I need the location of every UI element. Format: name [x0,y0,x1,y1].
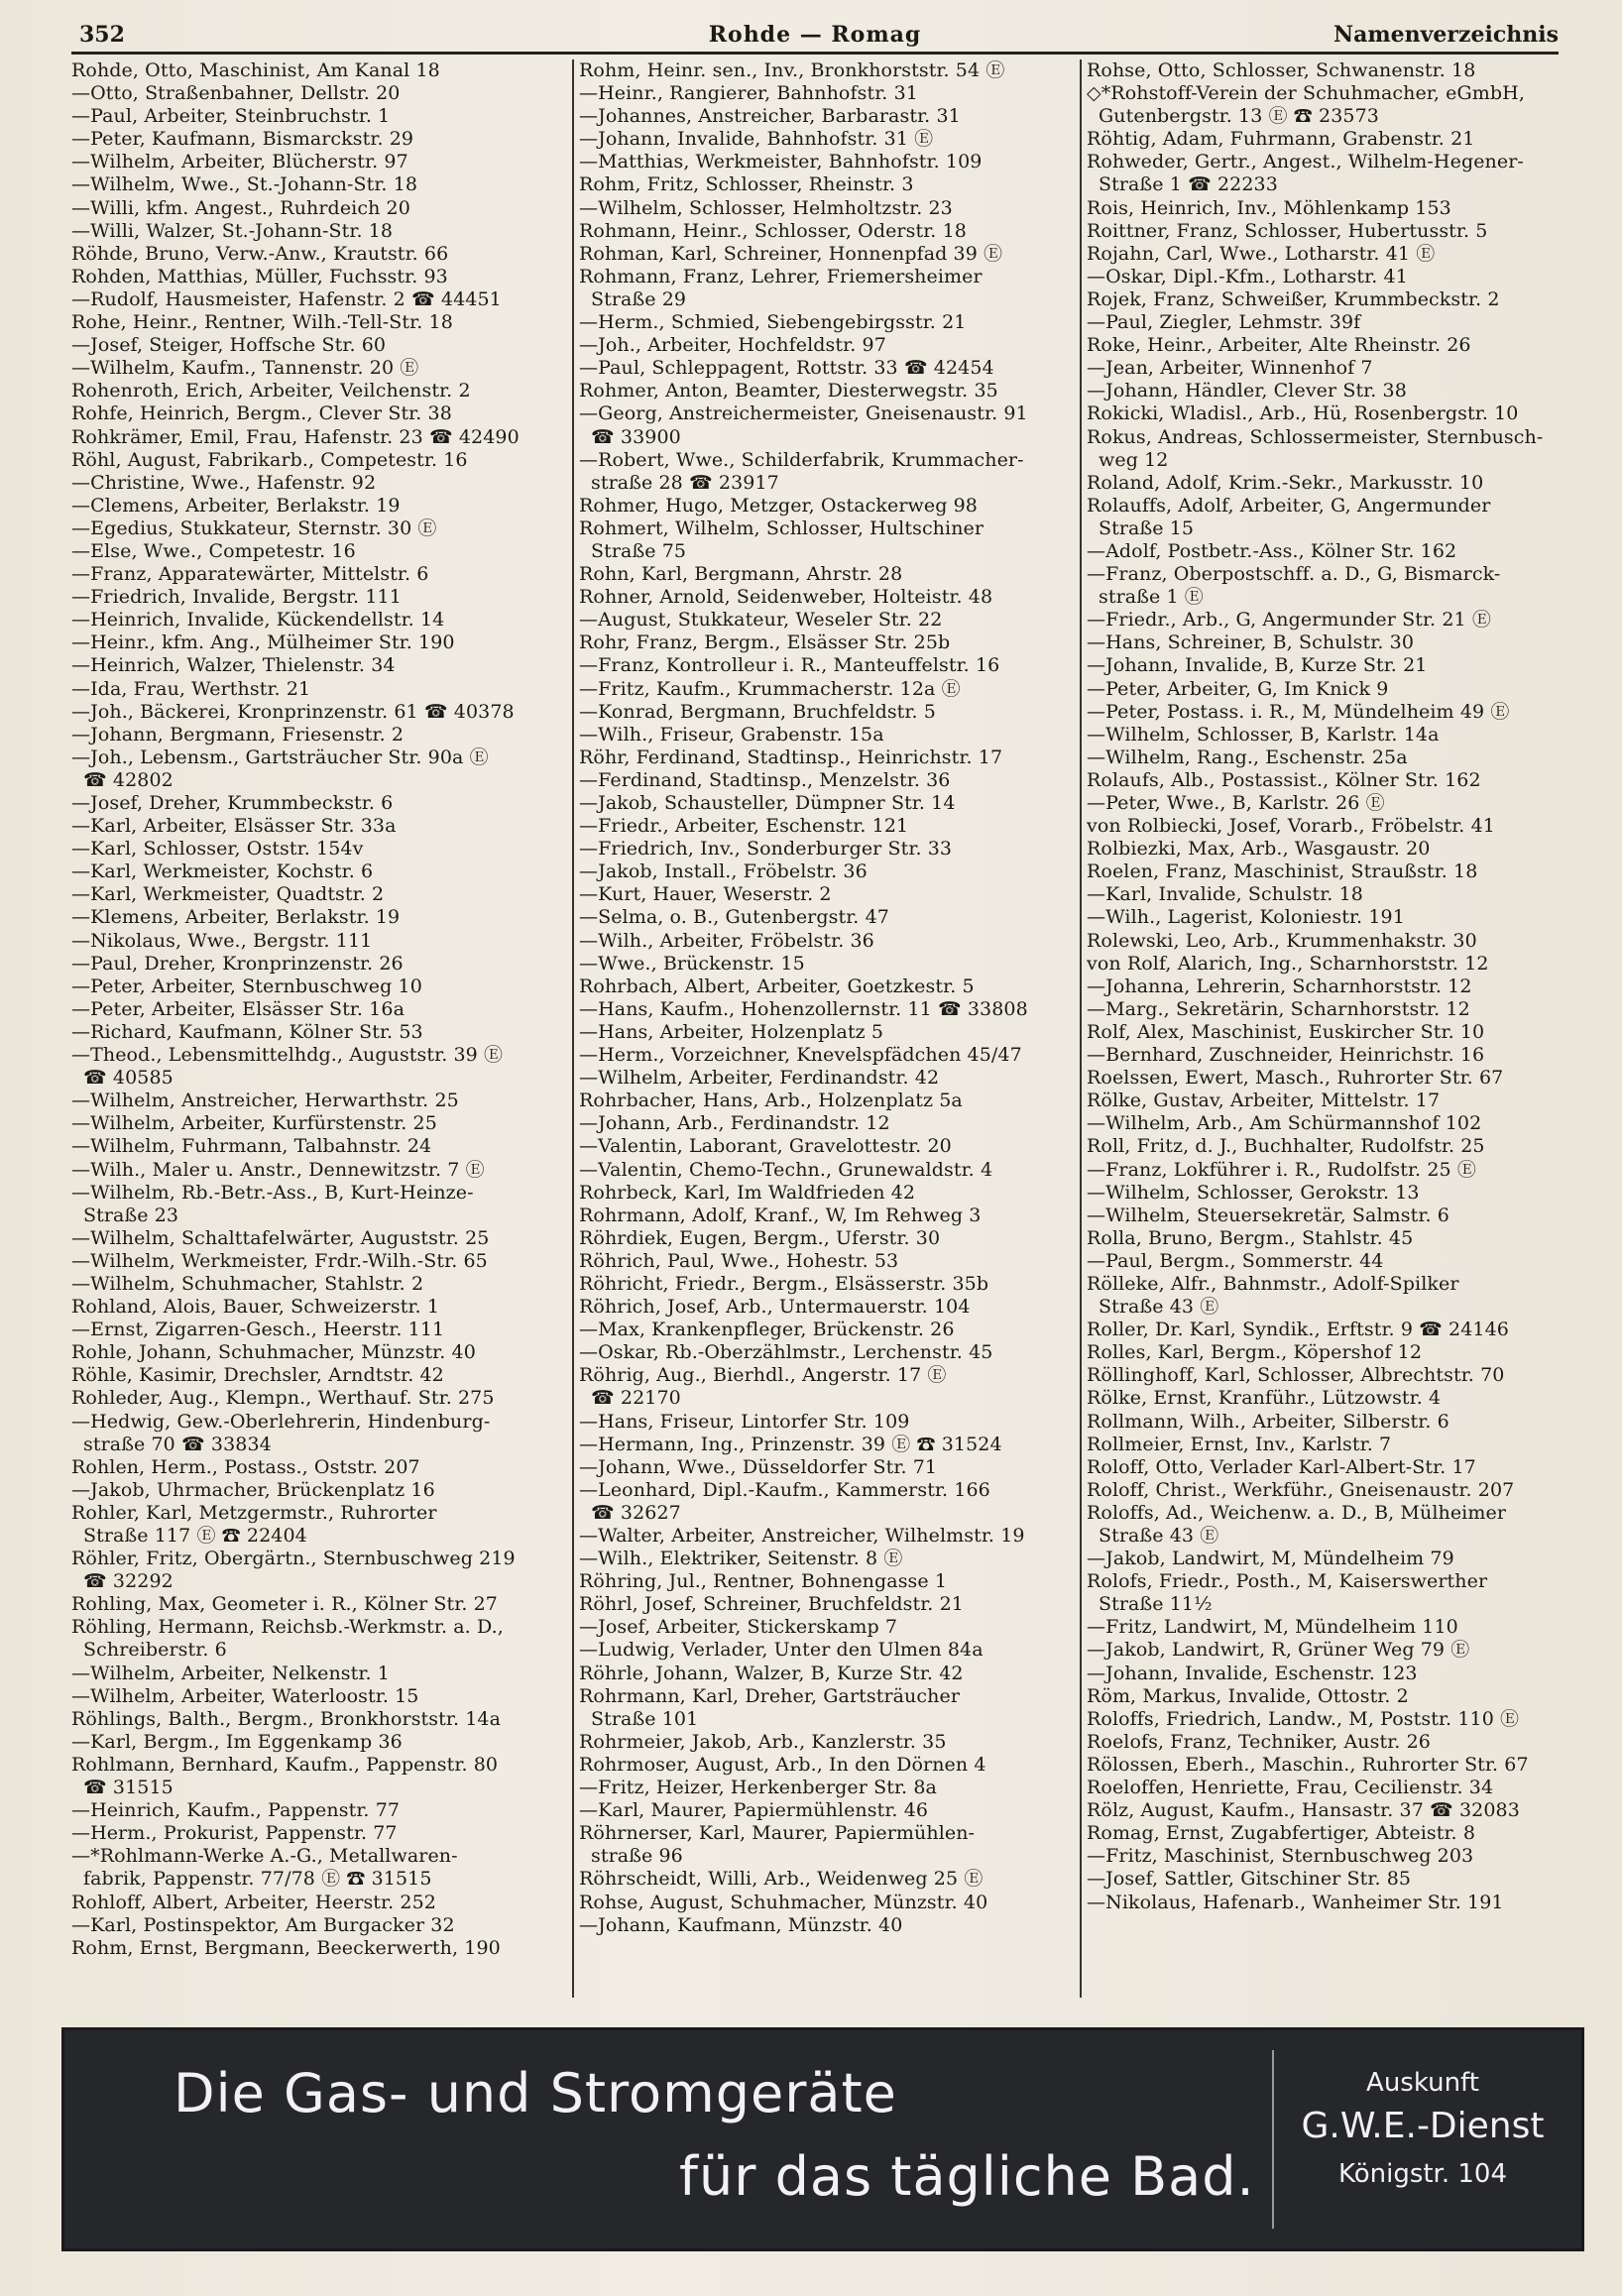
directory-entry: Rolewski, Leo, Arb., Krummenhakstr. 30 [1087,929,1477,952]
directory-entry: Rohe, Heinr., Rentner, Wilh.-Tell-Str. 18 [71,311,453,334]
directory-entry: Roelen, Franz, Maschinist, Straußstr. 18 [1087,861,1478,883]
directory-entry-continuation: Straße 75 [591,539,687,562]
column-2 [579,59,1075,1998]
directory-entry: —Hans, Schreiner, B, Schulstr. 30 [1087,631,1415,654]
directory-entry: Rohweder, Gertr., Angest., Wilhelm-Hegener- [1087,151,1524,173]
directory-entry: Rohman, Karl, Schreiner, Honnenpfad 39 Ⓔ [579,242,1003,265]
directory-entry: Rohrbeck, Karl, Im Waldfrieden 42 [579,1181,916,1204]
directory-entry: Roittner, Franz, Schlosser, Hubertusstr. 5 [1087,219,1488,242]
directory-entry: —Franz, Oberpostschff. a. D., G, Bismarck- [1087,563,1501,586]
directory-entry: —Wilhelm, Arbeiter, Ferdinandstr. 42 [579,1067,940,1090]
directory-entry: —Wilhelm, Kaufm., Tannenstr. 20 Ⓔ [71,357,419,380]
directory-entry-continuation: Straße 117 Ⓔ ☎ 22404 [83,1525,307,1547]
directory-entry: —Josef, Steiger, Hoffsche Str. 60 [71,334,387,357]
directory-entry: —Jakob, Uhrmacher, Brückenplatz 16 [71,1478,435,1501]
directory-entry: Roloffs, Ad., Weichenw. a. D., B, Mülheimer [1087,1501,1506,1524]
directory-entry: —Wilhelm, Wwe., St.-Johann-Str. 18 [71,173,418,196]
directory-entry-continuation: ☎ 32627 [591,1501,681,1524]
directory-entry-continuation: straße 96 [591,1845,683,1868]
directory-entry: Roelssen, Ewert, Masch., Ruhrorter Str. 67 [1087,1067,1504,1090]
directory-entry-continuation: Straße 43 Ⓔ [1099,1525,1219,1547]
directory-entry: —Wilhelm, Schlosser, Helmholtzstr. 23 [579,196,953,219]
directory-entry: Röhrig, Aug., Bierhdl., Angerstr. 17 Ⓔ [579,1364,947,1387]
directory-entry: —Heinrich, Kaufm., Pappenstr. 77 [71,1799,401,1822]
directory-entry: —Johannes, Anstreicher, Barbarastr. 31 [579,105,961,128]
directory-entry: Rohlmann, Bernhard, Kaufm., Pappenstr. 80 [71,1753,499,1776]
directory-entry: Röhling, Hermann, Reichsb.-Werkmstr. a. D., [71,1616,504,1639]
ad-divider [1272,2050,1274,2229]
directory-entry-continuation: ☎ 42802 [83,768,174,791]
directory-entry: Rölke, Gustav, Arbeiter, Mittelstr. 17 [1087,1090,1441,1112]
directory-entry: Rohrmoser, August, Arb., In den Dörnen 4 [579,1753,986,1776]
directory-entry: —Oskar, Rb.-Oberzählmstr., Lerchenstr. 45 [579,1341,993,1364]
directory-entry: Röhle, Kasimir, Drechsler, Arndtstr. 42 [71,1364,444,1387]
directory-entry-continuation: Straße 43 Ⓔ [1099,1296,1219,1319]
directory-entry: —Herm., Prokurist, Pappenstr. 77 [71,1822,398,1845]
directory-entry: Rohm, Ernst, Bergmann, Beeckerwerth, 190 [71,1936,501,1959]
directory-entry: —Peter, Postass. i. R., M, Mündelheim 49 Ⓔ [1087,700,1510,723]
directory-entry-continuation: Straße 101 [591,1707,699,1730]
directory-entry: Rohleder, Aug., Klempn., Werthauf. Str. 275 [71,1387,495,1410]
directory-entry: —Walter, Arbeiter, Anstreicher, Wilhelmstr. 19 [579,1525,1025,1547]
directory-entry: —Heinrich, Invalide, Kückendellstr. 14 [71,609,445,631]
directory-entry: von Rolbiecki, Josef, Vorarb., Fröbelstr. 41 [1087,815,1495,838]
directory-entry: Rohner, Arnold, Seidenweber, Holteistr. 48 [579,586,993,609]
directory-entry-continuation: weg 12 [1099,448,1169,471]
directory-entry: Rohrbacher, Hans, Arb., Holzenplatz 5a [579,1090,963,1112]
directory-entry-continuation: Straße 1 ☎ 22233 [1099,173,1278,196]
directory-entry: Rohler, Karl, Metzgermstr., Ruhrorter [71,1501,437,1524]
directory-entry: Rojek, Franz, Schweißer, Krummbeckstr. 2 [1087,287,1500,310]
directory-columns [71,59,1559,1998]
directory-entry: —Heinrich, Walzer, Thielenstr. 34 [71,654,396,677]
directory-entry: —Franz, Apparatewärter, Mittelstr. 6 [71,563,429,586]
directory-entry: Röhlings, Balth., Bergm., Bronkhorststr. 14a [71,1707,502,1730]
directory-entry: Rohse, August, Schuhmacher, Münzstr. 40 [579,1891,988,1913]
directory-entry: Röllinghoff, Karl, Schlosser, Albrechtstr. 70 [1087,1364,1505,1387]
directory-entry: Rölleke, Alfr., Bahnmstr., Adolf-Spilker [1087,1272,1459,1295]
directory-entry: Rohr, Franz, Bergm., Elsässer Str. 25b [579,631,951,654]
column-divider [572,59,574,1998]
directory-entry: —Wilh., Friseur, Grabenstr. 15a [579,723,884,746]
directory-entry: Rolofs, Friedr., Posth., M, Kaiserswerther [1087,1570,1488,1593]
directory-entry-continuation: straße 70 ☎ 33834 [83,1433,272,1455]
directory-entry: —Ferdinand, Stadtinsp., Menzelstr. 36 [579,768,951,791]
directory-entry: —Karl, Schlosser, Oststr. 154v [71,838,364,861]
directory-entry: —Johann, Invalide, Bahnhofstr. 31 Ⓔ [579,128,934,151]
directory-entry: —Rudolf, Hausmeister, Hafenstr. 2 ☎ 44451 [71,287,502,310]
directory-entry: Rohling, Max, Geometer i. R., Kölner Str. 27 [71,1593,498,1616]
directory-entry: —Wilhelm, Arb., Am Schürmannshof 102 [1087,1112,1482,1135]
directory-entry: Rohfe, Heinrich, Bergm., Clever Str. 38 [71,402,452,425]
directory-entry: Rölz, August, Kaufm., Hansastr. 37 ☎ 32083 [1087,1799,1520,1822]
directory-entry-continuation: ☎ 22170 [591,1387,681,1410]
directory-entry: Roelofs, Franz, Techniker, Austr. 26 [1087,1730,1431,1753]
directory-entry: Röhrle, Johann, Walzer, B, Kurze Str. 42 [579,1662,964,1684]
directory-entry: —Wilhelm, Schlosser, B, Karlstr. 14a [1087,723,1440,746]
directory-entry: —Jakob, Install., Fröbelstr. 36 [579,861,868,883]
directory-entry: Rölossen, Eberh., Maschin., Ruhrorter Str. 67 [1087,1753,1529,1776]
directory-entry: —Adolf, Postbetr.-Ass., Kölner Str. 162 [1087,539,1457,562]
directory-entry: —Georg, Anstreichermeister, Gneisenaustr. 91 [579,402,1028,425]
directory-entry: —Jean, Arbeiter, Winnenhof 7 [1087,357,1373,380]
directory-entry: —Paul, Ziegler, Lehmstr. 39f [1087,311,1361,334]
directory-entry: —Wilhelm, Rb.-Betr.-Ass., B, Kurt-Heinze- [71,1181,474,1204]
section-title: Namenverzeichnis [1333,22,1559,48]
directory-entry: Röhrnerser, Karl, Maurer, Papiermühlen- [579,1822,976,1845]
directory-entry: —Jakob, Schausteller, Dümpner Str. 14 [579,792,956,814]
directory-entry: —Paul, Schleppagent, Rottstr. 33 ☎ 42454 [579,357,994,380]
directory-entry: —Herm., Schmied, Siebengebirgsstr. 21 [579,311,967,334]
directory-entry: Rohde, Otto, Maschinist, Am Kanal 18 [71,59,440,81]
directory-entry: —Marg., Sekretärin, Scharnhorststr. 12 [1087,997,1470,1020]
directory-entry: —Hans, Kaufm., Hohenzollernstr. 11 ☎ 33808 [579,997,1028,1020]
directory-entry: Röhricht, Friedr., Bergm., Elsässerstr. 35b [579,1272,989,1295]
directory-entry-continuation: ☎ 40585 [83,1067,174,1090]
directory-entry: Rolla, Bruno, Bergm., Stahlstr. 45 [1087,1226,1414,1249]
directory-entry: —Friedr., Arbeiter, Eschenstr. 121 [579,815,909,838]
directory-entry: —Wilhelm, Arbeiter, Nelkenstr. 1 [71,1662,390,1684]
directory-entry: —Hermann, Ing., Prinzenstr. 39 Ⓔ ☎ 31524 [579,1433,1002,1455]
directory-entry: Roloffs, Friedrich, Landw., M, Poststr. 110 Ⓔ [1087,1707,1520,1730]
directory-entry: Röhler, Fritz, Obergärtn., Sternbuschweg 219 [71,1548,516,1570]
directory-entry: —Peter, Arbeiter, Elsässer Str. 16a [71,997,405,1020]
directory-entry: —Johann, Arb., Ferdinandstr. 12 [579,1112,890,1135]
directory-entry: —Christine, Wwe., Hafenstr. 92 [71,471,377,494]
directory-entry-continuation: Straße 15 [1099,517,1195,539]
directory-entry: Röhrich, Josef, Arb., Untermauerstr. 104 [579,1296,971,1319]
directory-entry: Rohenroth, Erich, Arbeiter, Veilchenstr. 2 [71,380,471,402]
directory-entry: Rohmert, Wilhelm, Schlosser, Hultschiner [579,517,985,539]
directory-entry: Röhl, August, Fabrikarb., Competestr. 16 [71,448,468,471]
directory-entry: —Willi, Walzer, St.-Johann-Str. 18 [71,219,394,242]
directory-entry-continuation: straße 1 Ⓔ [1099,586,1204,609]
directory-entry: —Franz, Lokführer i. R., Rudolfstr. 25 Ⓔ [1087,1158,1476,1181]
directory-entry: —Fritz, Heizer, Herkenberger Str. 8a [579,1777,937,1799]
directory-entry: —Paul, Bergm., Sommerstr. 44 [1087,1249,1384,1272]
directory-entry-continuation: ☎ 31515 [83,1777,174,1799]
page-header [71,22,1559,55]
directory-entry: —Josef, Sattler, Gitschiner Str. 85 [1087,1868,1412,1891]
directory-entry: Roller, Dr. Karl, Syndik., Erftstr. 9 ☎ 24146 [1087,1319,1509,1341]
directory-entry: —Ida, Frau, Werthstr. 21 [71,677,311,700]
directory-entry: —Joh., Arbeiter, Hochfeldstr. 97 [579,334,886,357]
directory-entry: —Peter, Arbeiter, Sternbuschweg 10 [71,975,422,997]
directory-entry: —Wilh., Arbeiter, Fröbelstr. 36 [579,929,874,952]
directory-entry: Röhring, Jul., Rentner, Bohnengasse 1 [579,1570,948,1593]
directory-entry: —Wilhelm, Schlosser, Gerokstr. 13 [1087,1181,1420,1204]
directory-entry: —Peter, Kaufmann, Bismarckstr. 29 [71,128,414,151]
directory-entry: Rolbiezki, Max, Arb., Wasgaustr. 20 [1087,838,1431,861]
directory-entry: Roeloffen, Henriette, Frau, Cecilienstr. 34 [1087,1777,1494,1799]
directory-entry: —Fritz, Kaufm., Krummacherstr. 12a Ⓔ [579,677,961,700]
directory-entry: —Selma, o. B., Gutenbergstr. 47 [579,906,889,929]
directory-entry: —Max, Krankenpfleger, Brückenstr. 26 [579,1319,955,1341]
directory-entry: —Fritz, Maschinist, Sternbuschweg 203 [1087,1845,1474,1868]
directory-entry: Röhrdiek, Eugen, Bergm., Uferstr. 30 [579,1226,941,1249]
directory-entry-continuation: Gutenbergstr. 13 Ⓔ ☎ 23573 [1099,105,1379,128]
directory-entry: Rohm, Fritz, Schlosser, Rheinstr. 3 [579,173,914,196]
directory-entry: —Kurt, Hauer, Weserstr. 2 [579,883,832,906]
directory-entry: —Ernst, Zigarren-Gesch., Heerstr. 111 [71,1319,445,1341]
directory-entry: Rokus, Andreas, Schlossermeister, Sternbusch- [1087,425,1544,448]
directory-entry: —Ludwig, Verlader, Unter den Ulmen 84a [579,1639,984,1662]
directory-entry: —Konrad, Bergmann, Bruchfeldstr. 5 [579,700,936,723]
directory-entry: —Johann, Kaufmann, Münzstr. 40 [579,1913,903,1936]
directory-entry: —Johann, Wwe., Düsseldorfer Str. 71 [579,1455,938,1478]
directory-entry: —Wilhelm, Schuhmacher, Stahlstr. 2 [71,1272,424,1295]
directory-entry: —Paul, Dreher, Kronprinzenstr. 26 [71,952,404,975]
directory-entry: —Wilhelm, Rang., Eschenstr. 25a [1087,746,1408,768]
directory-entry: —Wilhelm, Schalttafelwärter, Auguststr. 25 [71,1226,490,1249]
directory-entry: ◇*Rohstoff-Verein der Schuhmacher, eGmbH, [1087,82,1525,105]
directory-entry-continuation: straße 28 ☎ 23917 [591,471,779,494]
directory-entry: Rohlen, Herm., Postass., Oststr. 207 [71,1455,420,1478]
directory-entry: Rohrmann, Adolf, Kranf., W, Im Rehweg 3 [579,1204,982,1226]
column-3 [1087,59,1572,1998]
directory-entry: —Klemens, Arbeiter, Berlakstr. 19 [71,906,401,929]
directory-entry: Rohland, Alois, Bauer, Schweizerstr. 1 [71,1296,440,1319]
directory-entry: —Friedr., Arb., G, Angermunder Str. 21 Ⓔ [1087,609,1491,631]
directory-entry: Roke, Heinr., Arbeiter, Alte Rheinstr. 26 [1087,334,1471,357]
directory-entry: Rohn, Karl, Bergmann, Ahrstr. 28 [579,563,903,586]
directory-entry: —Friedrich, Invalide, Bergstr. 111 [71,586,402,609]
directory-entry: Röhrscheidt, Willi, Arb., Weidenweg 25 Ⓔ [579,1868,984,1891]
directory-entry: Röhr, Ferdinand, Stadtinsp., Heinrichstr. 17 [579,746,1003,768]
directory-entry: —Joh., Bäckerei, Kronprinzenstr. 61 ☎ 40378 [71,700,515,723]
directory-entry-continuation: Schreiberstr. 6 [83,1639,227,1662]
directory-entry: —Herm., Vorzeichner, Knevelspfädchen 45/47 [579,1044,1022,1067]
directory-entry: Rohrmann, Karl, Dreher, Gartsträucher [579,1684,960,1707]
directory-entry: —Fritz, Landwirt, M, Mündelheim 110 [1087,1616,1458,1639]
directory-entry: —Josef, Dreher, Krummbeckstr. 6 [71,792,394,814]
directory-entry: —Leonhard, Dipl.-Kaufm., Kammerstr. 166 [579,1478,990,1501]
directory-entry: —Wwe., Brückenstr. 15 [579,952,805,975]
directory-entry: —Valentin, Laborant, Gravelottestr. 20 [579,1135,952,1158]
directory-entry: —Johann, Bergmann, Friesenstr. 2 [71,723,405,746]
directory-entry: Rohrbach, Albert, Arbeiter, Goetzkestr. 5 [579,975,975,997]
directory-entry: —Peter, Wwe., B, Karlstr. 26 Ⓔ [1087,792,1385,814]
directory-entry: —Nikolaus, Wwe., Bergstr. 111 [71,929,373,952]
directory-entry-continuation: Straße 23 [83,1204,179,1226]
directory-entry: Rolauffs, Adolf, Arbeiter, G, Angermunder [1087,494,1491,517]
directory-entry: —Hans, Friseur, Lintorfer Str. 109 [579,1410,910,1433]
ad-headline-line1: Die Gas- und Stromgeräte [174,2062,897,2124]
directory-entry: Röhrich, Paul, Wwe., Hohestr. 53 [579,1249,899,1272]
directory-entry: —Wilhelm, Arbeiter, Waterloostr. 15 [71,1684,419,1707]
directory-entry: Röhrl, Josef, Schreiner, Bruchfeldstr. 21 [579,1593,964,1616]
directory-entry: Röhde, Bruno, Verw.-Anw., Krautstr. 66 [71,242,449,265]
directory-entry: Rohmer, Anton, Beamter, Diesterwegstr. 35 [579,380,998,402]
directory-entry: —Wilhelm, Werkmeister, Frdr.-Wilh.-Str. 65 [71,1249,488,1272]
directory-entry: Rohkrämer, Emil, Frau, Hafenstr. 23 ☎ 42490 [71,425,520,448]
directory-entry: Rolaufs, Alb., Postassist., Kölner Str. 162 [1087,768,1481,791]
directory-entry: Rolf, Alex, Maschinist, Euskircher Str. 10 [1087,1020,1485,1043]
directory-entry: —Egedius, Stukkateur, Sternstr. 30 Ⓔ [71,517,437,539]
directory-entry: —Wilh., Maler u. Anstr., Dennewitzstr. 7 Ⓔ [71,1158,485,1181]
directory-entry: —Nikolaus, Hafenarb., Wanheimer Str. 191 [1087,1891,1504,1913]
directory-entry: —Heinr., Rangierer, Bahnhofstr. 31 [579,82,918,105]
directory-entry: —Johann, Händler, Clever Str. 38 [1087,380,1407,402]
ad-info-name: G.W.E.-Dienst [1301,2106,1545,2146]
directory-entry: Rolles, Karl, Bergm., Köpershof 12 [1087,1341,1423,1364]
directory-entry: —*Rohlmann-Werke A.-G., Metallwaren- [71,1845,458,1868]
directory-entry: Rohrmeier, Jakob, Arb., Kanzlerstr. 35 [579,1730,947,1753]
directory-entry: —Friedrich, Inv., Sonderburger Str. 33 [579,838,953,861]
directory-entry: —Hedwig, Gew.-Oberlehrerin, Hindenburg- [71,1410,491,1433]
directory-entry: —Jakob, Landwirt, M, Mündelheim 79 [1087,1548,1454,1570]
directory-entry: —Karl, Invalide, Schulstr. 18 [1087,883,1363,906]
directory-entry: Rohse, Otto, Schlosser, Schwanenstr. 18 [1087,59,1476,81]
ad-info-address: Königstr. 104 [1337,2159,1508,2189]
directory-entry: Rokicki, Wladisl., Arb., Hü, Rosenbergstr. 10 [1087,402,1519,425]
directory-entry: —Johanna, Lehrerin, Scharnhorststr. 12 [1087,975,1472,997]
directory-entry: —Wilhelm, Anstreicher, Herwarthstr. 25 [71,1090,459,1112]
directory-entry: —Karl, Bergm., Im Eggenkamp 36 [71,1730,403,1753]
directory-entry: —Richard, Kaufmann, Kölner Str. 53 [71,1020,423,1043]
directory-entry: —Else, Wwe., Competestr. 16 [71,539,356,562]
directory-entry-continuation: ☎ 32292 [83,1570,174,1593]
directory-entry: —Willi, kfm. Angest., Ruhrdeich 20 [71,196,410,219]
directory-entry: Romag, Ernst, Zugabfertiger, Abteistr. 8 [1087,1822,1476,1845]
directory-entry: Rojahn, Carl, Wwe., Lotharstr. 41 Ⓔ [1087,242,1436,265]
directory-entry: Rois, Heinrich, Inv., Möhlenkamp 153 [1087,196,1451,219]
running-head: Rohde — Romag [708,22,922,48]
column-1 [71,59,567,1998]
directory-entry: —Matthias, Werkmeister, Bahnhofstr. 109 [579,151,983,173]
directory-entry: —Peter, Arbeiter, G, Im Knick 9 [1087,677,1389,700]
ad-info-title: Auskunft [1366,2068,1479,2098]
directory-entry: Roland, Adolf, Krim.-Sekr., Markusstr. 10 [1087,471,1484,494]
ad-headline-line2: für das tägliche Bad. [679,2145,1255,2208]
directory-entry: —Johann, Invalide, Eschenstr. 123 [1087,1662,1418,1684]
directory-entry: —Wilhelm, Steuersekretär, Salmstr. 6 [1087,1204,1449,1226]
directory-entry: Roll, Fritz, d. J., Buchhalter, Rudolfstr. 25 [1087,1135,1485,1158]
directory-entry: —Jakob, Landwirt, R, Grüner Weg 79 Ⓔ [1087,1639,1470,1662]
directory-entry: —Heinr., kfm. Ang., Mülheimer Str. 190 [71,631,455,654]
directory-entry: Roloff, Christ., Werkführ., Gneisenaustr. 207 [1087,1478,1515,1501]
directory-entry-continuation: ☎ 33900 [591,425,681,448]
directory-entry: Röhtig, Adam, Fuhrmann, Grabenstr. 21 [1087,128,1475,151]
directory-entry: —Hans, Arbeiter, Holzenplatz 5 [579,1020,884,1043]
directory-entry: —Karl, Arbeiter, Elsässer Str. 33a [71,815,397,838]
directory-entry: —August, Stukkateur, Weseler Str. 22 [579,609,943,631]
directory-entry: Rohmann, Heinr., Schlosser, Oderstr. 18 [579,219,967,242]
directory-entry: —Karl, Werkmeister, Kochstr. 6 [71,861,374,883]
column-divider [1080,59,1082,1998]
directory-entry: Rollmann, Wilh., Arbeiter, Silberstr. 6 [1087,1410,1449,1433]
directory-entry: Rollmeier, Ernst, Inv., Karlstr. 7 [1087,1433,1392,1455]
directory-entry: —Theod., Lebensmittelhdg., Auguststr. 39 Ⓔ [71,1044,504,1067]
directory-entry: Rohmann, Franz, Lehrer, Friemersheimer [579,265,983,287]
directory-entry: —Robert, Wwe., Schilderfabrik, Krummacher- [579,448,1024,471]
directory-entry: —Clemens, Arbeiter, Berlakstr. 19 [71,494,401,517]
directory-entry: —Joh., Lebensm., Gartsträucher Str. 90a Ⓔ [71,746,489,768]
directory-entry: Roloff, Otto, Verlader Karl-Albert-Str. 17 [1087,1455,1476,1478]
directory-entry: —Wilh., Elektriker, Seitenstr. 8 Ⓔ [579,1548,903,1570]
directory-entry: —Karl, Maurer, Papiermühlenstr. 46 [579,1799,929,1822]
directory-entry: Rohden, Matthias, Müller, Fuchsstr. 93 [71,265,448,287]
directory-entry: Rölke, Ernst, Kranführ., Lützowstr. 4 [1087,1387,1442,1410]
page-number: 352 [79,22,125,48]
directory-entry: Rohloff, Albert, Arbeiter, Heerstr. 252 [71,1891,436,1913]
directory-entry: Rohle, Johann, Schuhmacher, Münzstr. 40 [71,1341,476,1364]
directory-entry: Rohm, Heinr. sen., Inv., Bronkhorststr. 54 Ⓔ [579,59,1005,81]
directory-entry: —Bernhard, Zuschneider, Heinrichstr. 16 [1087,1044,1485,1067]
directory-entry: —Johann, Invalide, B, Kurze Str. 21 [1087,654,1428,677]
directory-entry-continuation: fabrik, Pappenstr. 77/78 Ⓔ ☎ 31515 [83,1868,432,1891]
directory-entry: —Wilhelm, Arbeiter, Kurfürstenstr. 25 [71,1112,437,1135]
directory-entry: —Karl, Werkmeister, Quadtstr. 2 [71,883,385,906]
directory-entry: —Franz, Kontrolleur i. R., Manteuffelstr. 16 [579,654,1000,677]
directory-entry: —Oskar, Dipl.-Kfm., Lotharstr. 41 [1087,265,1408,287]
directory-entry-continuation: Straße 29 [591,287,687,310]
directory-entry: —Wilhelm, Arbeiter, Blücherstr. 97 [71,151,408,173]
directory-entry: Röm, Markus, Invalide, Ottostr. 2 [1087,1684,1409,1707]
directory-entry: —Wilh., Lagerist, Koloniestr. 191 [1087,906,1405,929]
directory-entry-continuation: Straße 11½ [1099,1593,1213,1616]
directory-entry: Rohmer, Hugo, Metzger, Ostackerweg 98 [579,494,978,517]
directory-entry: —Valentin, Chemo-Techn., Grunewaldstr. 4 [579,1158,993,1181]
directory-entry: —Paul, Arbeiter, Steinbruchstr. 1 [71,105,391,128]
directory-entry: —Wilhelm, Fuhrmann, Talbahnstr. 24 [71,1135,432,1158]
advertisement-banner [61,2027,1584,2251]
directory-entry: —Josef, Arbeiter, Stickerskamp 7 [579,1616,898,1639]
directory-entry: —Otto, Straßenbahner, Dellstr. 20 [71,82,401,105]
directory-entry: von Rolf, Alarich, Ing., Scharnhorststr. 12 [1087,952,1489,975]
directory-entry: —Karl, Postinspektor, Am Burgacker 32 [71,1913,455,1936]
